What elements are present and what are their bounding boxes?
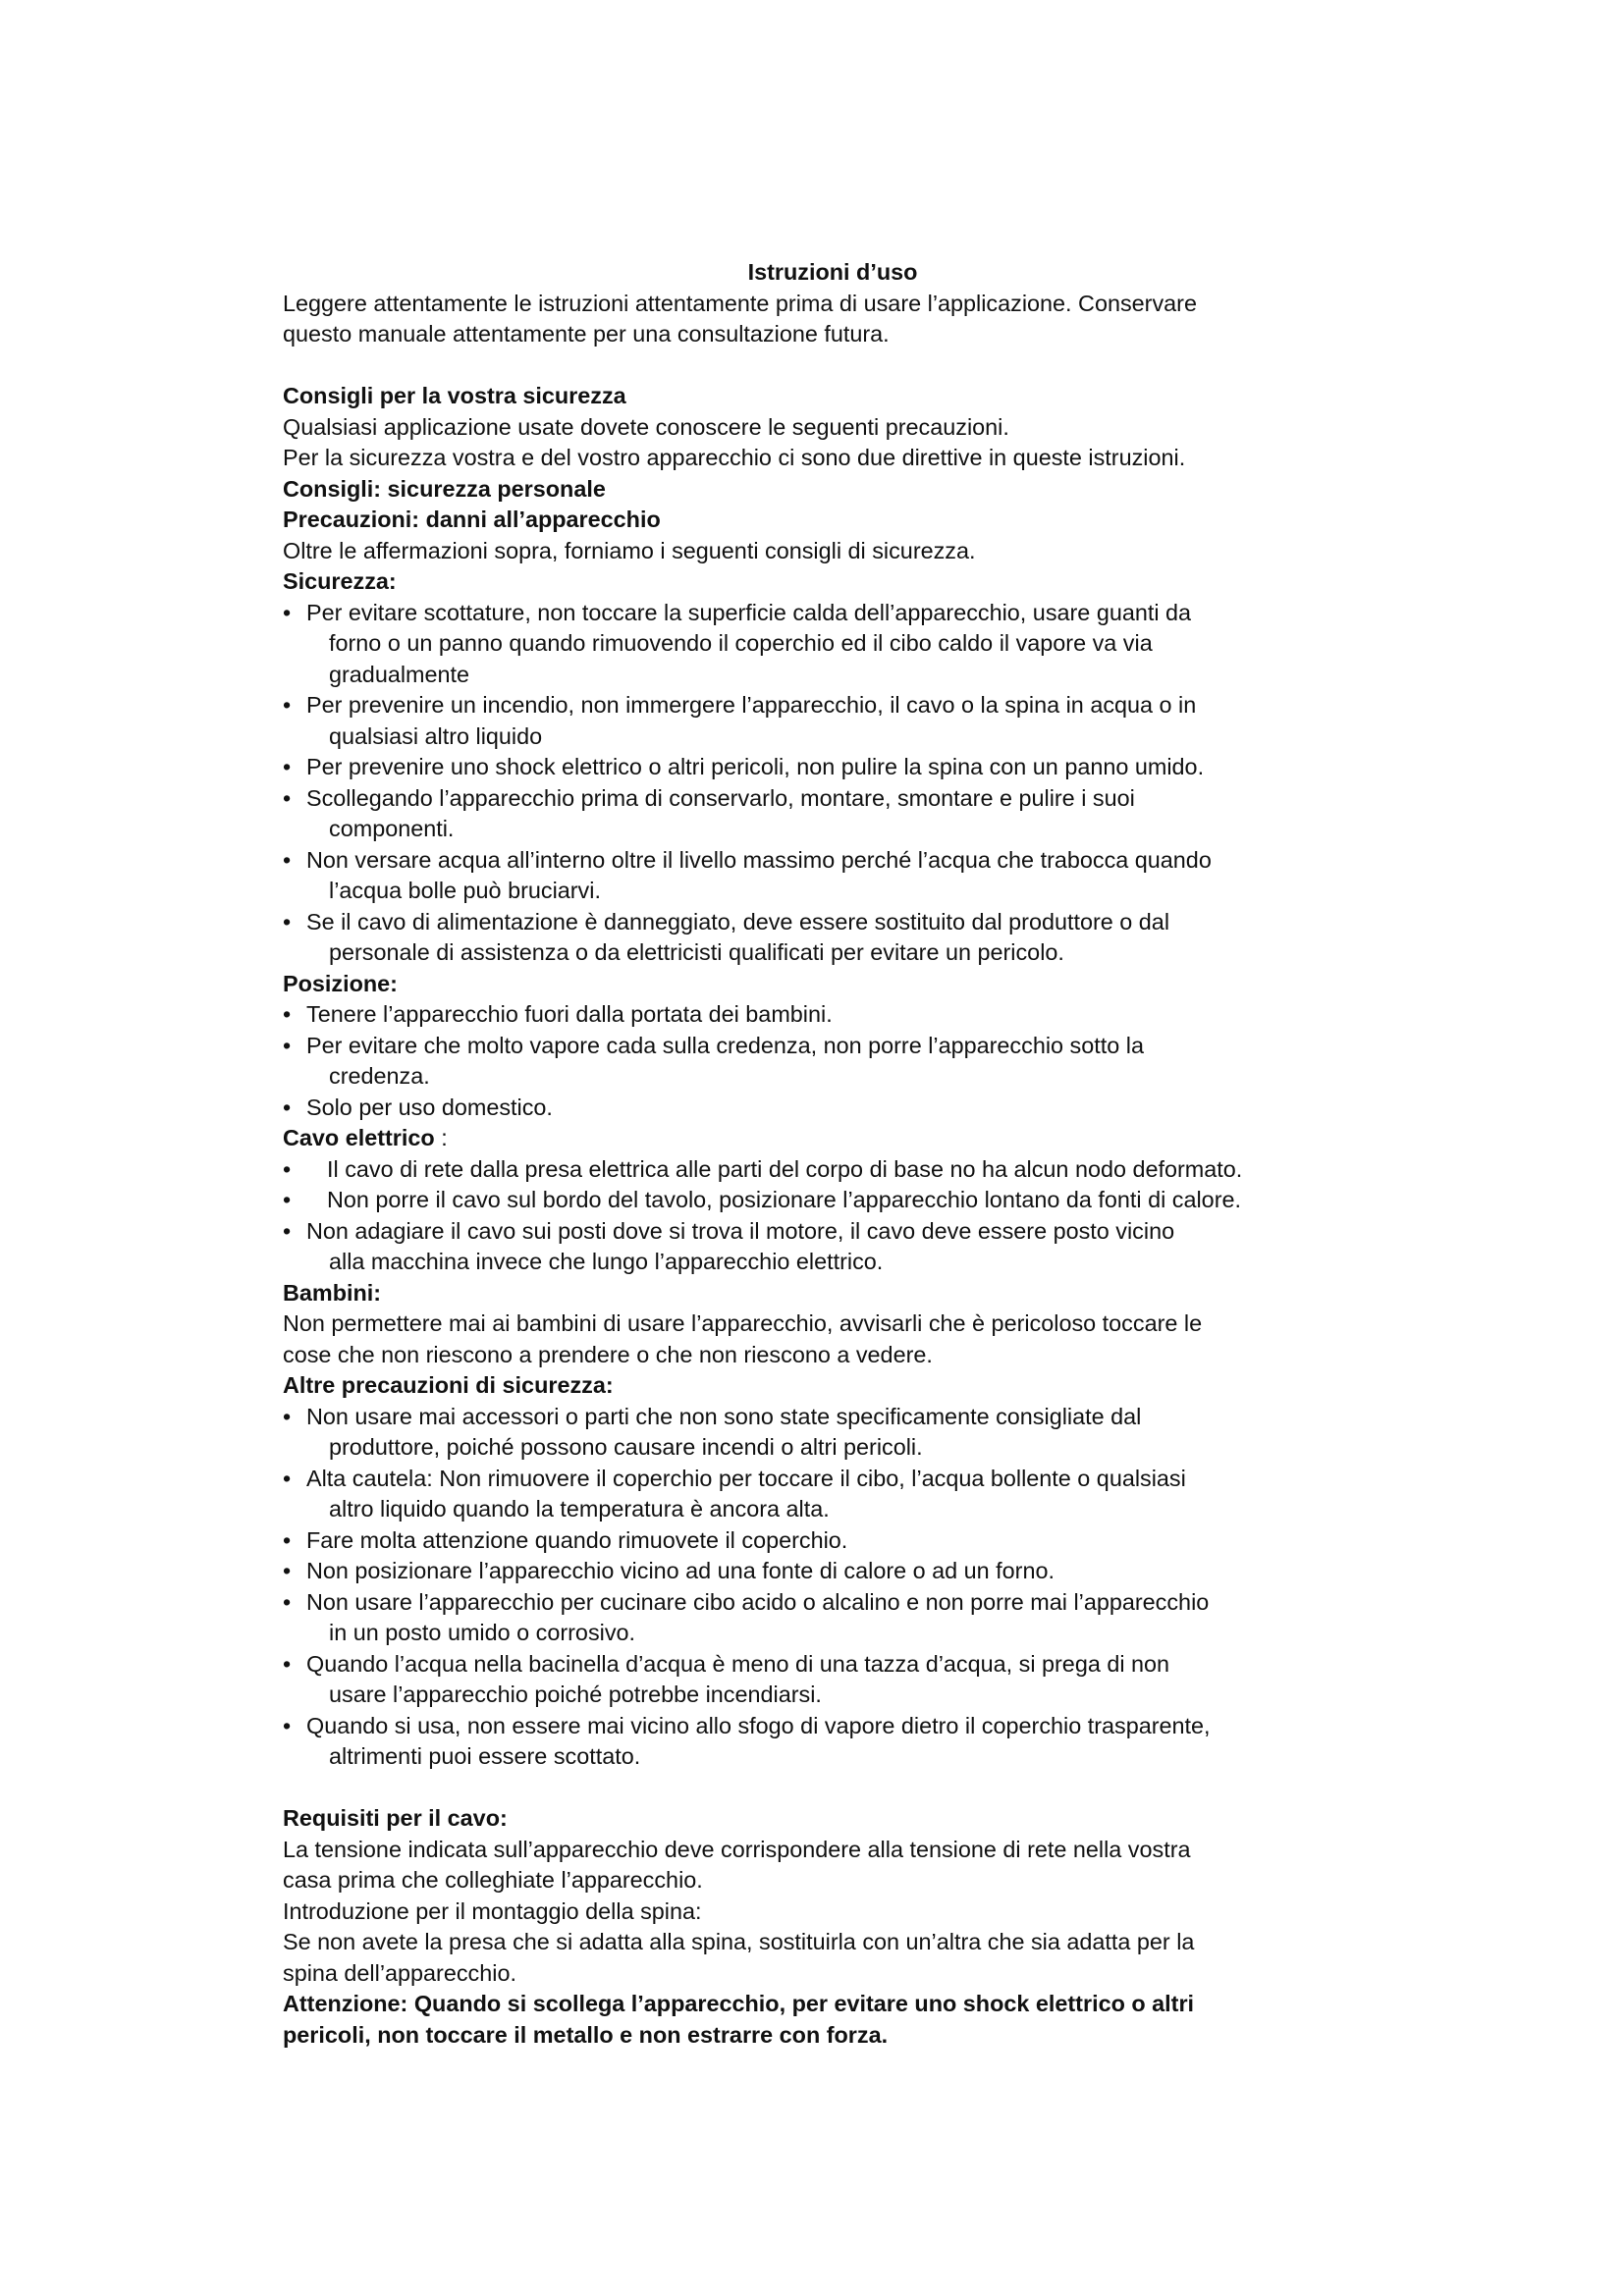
bullet-item [283,1464,1382,1525]
bullet-item [283,1649,1382,1711]
bullet-item [283,907,1382,969]
requisiti-line: casa prima che colleghiate l’apparecchio. [283,1867,703,1893]
bullet-continuation: gradualmente [329,661,470,687]
directive-personal-safety: Consigli: sicurezza personale [283,475,606,502]
safety-paragraph: Qualsiasi applicazione usate dovete conoscere le seguenti precauzioni. [283,413,1009,440]
bambini-line: cose che non riescono a prendere o che non riescono a vedere. [283,1341,933,1367]
bullet-text: Se il cavo di alimentazione è danneggiato, deve essere sostituito dal produttore o dal [306,908,1170,934]
warning-line: Attenzione: Quando si scollega l’apparecchio, per evitare uno shock elettrico o altri [283,1991,1195,2016]
bullet-item [283,783,1382,845]
section-heading-cavo [283,1123,1382,1154]
bullet-text: Quando si usa, non essere mai vicino allo sfogo di vapore dietro il coperchio trasparente, [306,1712,1211,1738]
bullet-item [283,1525,1382,1557]
bullet-item [283,598,1382,691]
cavo-heading-text: Cavo elettrico [283,1125,435,1150]
section-heading-bambini: Bambini: [283,1279,382,1306]
bullet-text: Non usare l’apparecchio per cucinare cibo acido o alcalino e non porre mai l’apparecchio [306,1588,1210,1615]
bullet-text: Per evitare scottature, non toccare la superficie calda dell’apparecchio, usare guanti da [306,599,1192,625]
warning-line: pericoli, non toccare il metallo e non estrarre con forza. [283,2021,889,2048]
bullet-text: Per prevenire uno shock elettrico o altri pericoli, non pulire la spina con un panno umido. [306,754,1205,779]
document-title: Istruzioni d’uso [747,259,918,285]
bullet-item [283,1402,1382,1464]
altre-list [283,1402,1382,1773]
bullet-item [283,1711,1382,1773]
bullet-text: Tenere l’apparecchio fuori dalla portata dei bambini. [306,1001,833,1027]
bullet-text: Non posizionare l’apparecchio vicino ad una fonte di calore o ad un forno. [306,1558,1055,1583]
cavo-list [283,1154,1382,1278]
bullet-text: Non porre il cavo sul bordo del tavolo, posizionare l’apparecchio lontano da fonti di calore. [327,1187,1241,1212]
bullet-item [283,1556,1382,1587]
section-heading-posizione: Posizione: [283,970,398,996]
document-page [283,257,1382,2051]
cavo-heading-suffix: : [434,1125,448,1150]
bullet-text: Il cavo di rete dalla presa elettrica alle parti del corpo di base no ha alcun nodo deformato. [327,1155,1243,1182]
bullet-continuation: qualsiasi altro liquido [329,722,543,749]
bullet-text: Alta cautela: Non rimuovere il coperchio per toccare il cibo, l’acqua bollente o qualsiasi [306,1465,1186,1491]
bullet-item [283,1154,1382,1186]
requisiti-line: La tensione indicata sull’apparecchio deve corrispondere alla tensione di rete nella vostra [283,1836,1191,1862]
bullet-item [283,690,1382,752]
posizione-list [283,999,1382,1123]
bullet-text: Non usare mai accessori o parti che non sono state specificamente consigliate dal [306,1403,1142,1429]
bullet-text: Non versare acqua all’interno oltre il livello massimo perché l’acqua che trabocca quando [306,846,1212,873]
requisiti-line: Introduzione per il montaggio della spina: [283,1897,702,1924]
bullet-continuation: personale di assistenza o da elettricisti qualificati per evitare un pericolo. [329,939,1064,965]
bullet-continuation: componenti. [329,816,455,841]
safety-paragraph: Per la sicurezza vostra e del vostro apparecchio ci sono due direttive in queste istruzioni. [283,445,1186,470]
bullet-item [283,752,1382,783]
bullet-continuation: credenza. [329,1063,430,1089]
safety-heading: Consigli per la vostra sicurezza [283,383,626,408]
intro-line: Leggere attentamente le istruzioni attentamente prima di usare l’applicazione. Conservare [283,290,1197,316]
bullet-continuation: forno o un panno quando rimuovendo il coperchio ed il cibo caldo il vapore va via [329,630,1153,656]
bullet-text: Scollegando l’apparecchio prima di conservarlo, montare, smontare e pulire i suoi [306,784,1135,811]
bullet-text: Fare molta attenzione quando rimuovete il coperchio. [306,1526,848,1553]
bullet-continuation: l’acqua bolle può bruciarvi. [329,878,601,903]
intro-line: questo manuale attentamente per una consultazione futura. [283,321,890,347]
bullet-item [283,1093,1382,1124]
section-heading-sicurezza: Sicurezza: [283,568,397,594]
bullet-item [283,1185,1382,1216]
section-heading-altre: Altre precauzioni di sicurezza: [283,1372,614,1398]
bullet-continuation: in un posto umido o corrosivo. [329,1620,636,1645]
bullet-text: Solo per uso domestico. [306,1094,553,1120]
bullet-continuation: altrimenti puoi essere scottato. [329,1743,641,1769]
requisiti-line: spina dell’apparecchio. [283,1959,516,1986]
bullet-item [283,1031,1382,1093]
bullet-item [283,1587,1382,1649]
safety-paragraph: Oltre le affermazioni sopra, forniamo i seguenti consigli di sicurezza. [283,537,976,563]
section-heading-requisiti: Requisiti per il cavo: [283,1805,508,1831]
bullet-continuation: altro liquido quando la temperatura è ancora alta. [329,1496,830,1522]
bullet-text: Per evitare che molto vapore cada sulla credenza, non porre l’apparecchio sotto la [306,1032,1144,1058]
sicurezza-list [283,598,1382,969]
bullet-text: Per prevenire un incendio, non immergere l’apparecchio, il cavo o la spina in acqua o in [306,692,1197,718]
bullet-item [283,845,1382,907]
bullet-continuation: produttore, poiché possono causare incendi o altri pericoli. [329,1434,923,1460]
bullet-text: Quando l’acqua nella bacinella d’acqua è meno di una tazza d’acqua, si prega di non [306,1650,1170,1677]
bullet-text: Non adagiare il cavo sui posti dove si trova il motore, il cavo deve essere posto vicino [306,1217,1175,1244]
directive-appliance-damage: Precauzioni: danni all’apparecchio [283,507,661,532]
bambini-line: Non permettere mai ai bambini di usare l’apparecchio, avvisarli che è pericoloso toccare le [283,1310,1203,1336]
bullet-continuation: usare l’apparecchio poiché potrebbe incendiarsi. [329,1682,822,1707]
bullet-item [283,999,1382,1031]
bullet-continuation: alla macchina invece che lungo l’apparecchio elettrico. [329,1249,884,1274]
bullet-item [283,1216,1382,1278]
requisiti-line: Se non avete la presa che si adatta alla spina, sostituirla con un’altra che sia adatta per la [283,1929,1195,1954]
